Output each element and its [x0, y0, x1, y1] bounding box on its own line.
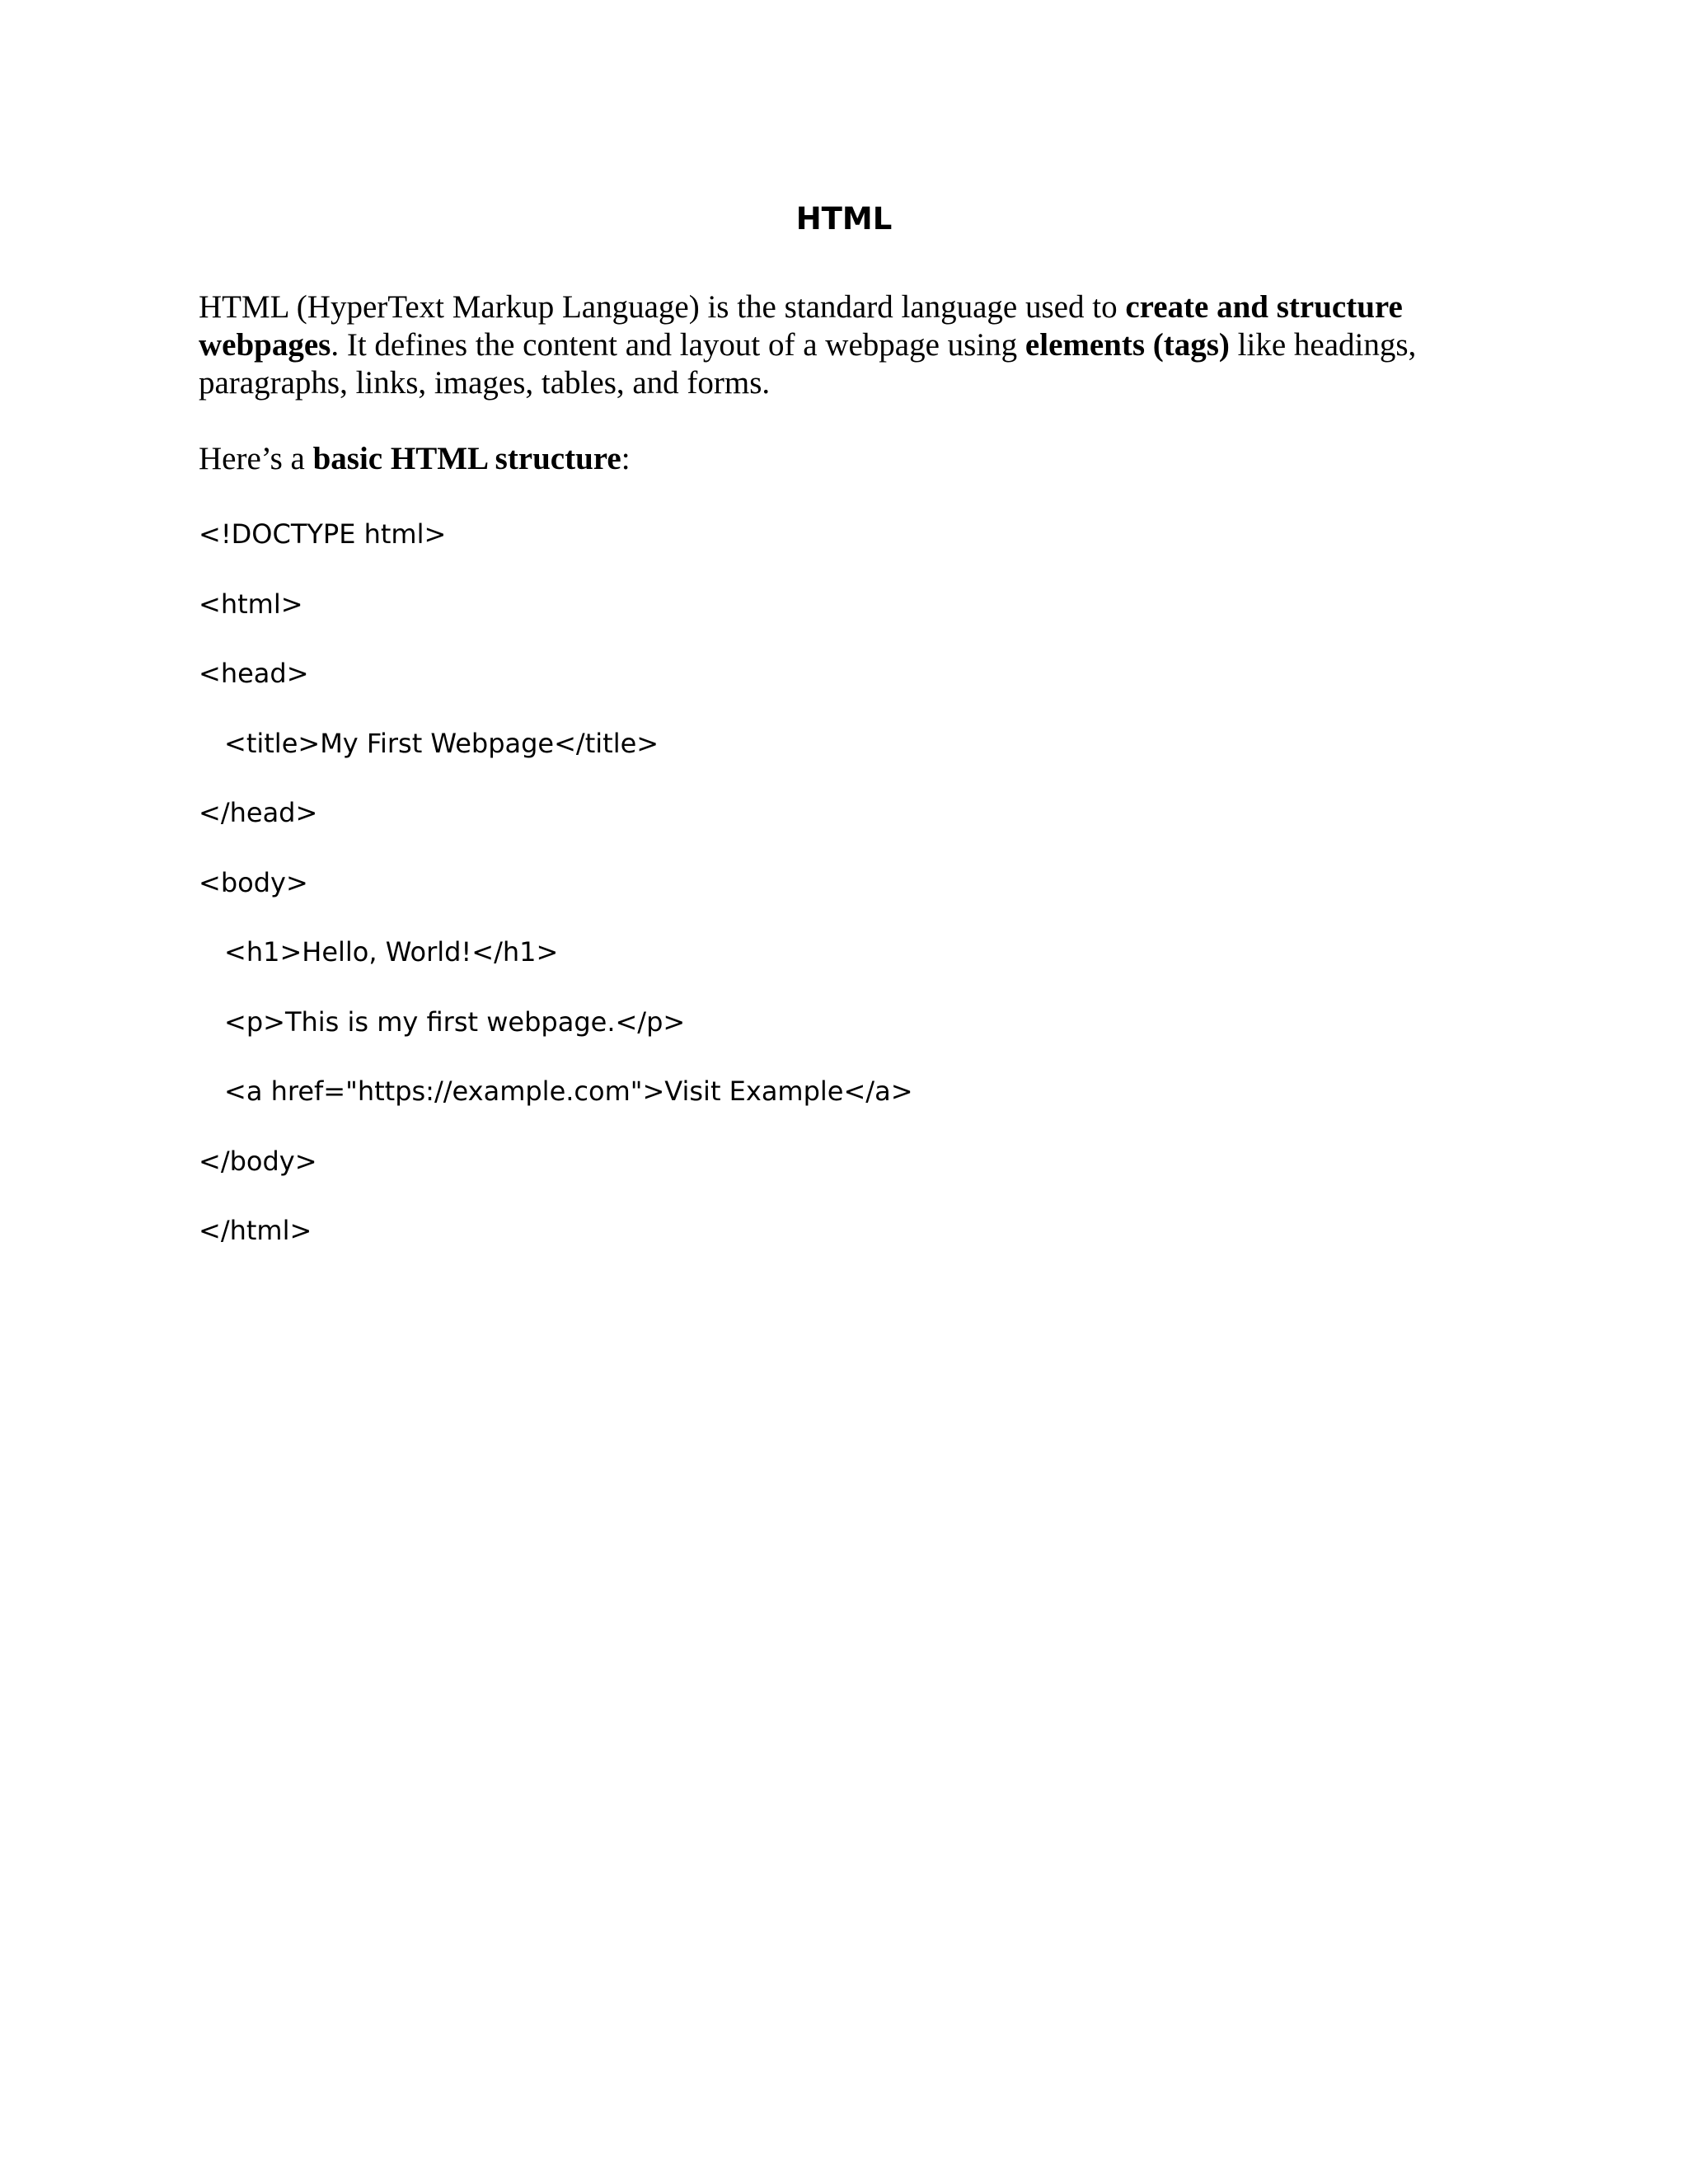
- intro-text: . It defines the content and layout of a webpage using: [331, 327, 1025, 363]
- intro-text: like headings,: [1229, 327, 1417, 363]
- code-line-body-close: </body>: [199, 1146, 317, 1177]
- lead-text: :: [621, 441, 631, 476]
- code-line-head-close: </head>: [199, 797, 318, 828]
- intro-bold-phrase: create and structure: [1125, 289, 1403, 325]
- code-line-head-open: <head>: [199, 658, 309, 689]
- intro-bold-phrase: webpages: [199, 327, 331, 363]
- code-line-paragraph: <p>This is my first webpage.</p>: [224, 1006, 686, 1038]
- code-line-html-close: </html>: [199, 1215, 312, 1246]
- lead-bold-phrase: basic HTML structure: [312, 441, 621, 476]
- intro-text: paragraphs, links, images, tables, and forms.: [199, 365, 771, 401]
- intro-line-1: [199, 288, 1501, 326]
- structure-lead-paragraph: [199, 440, 631, 478]
- code-line-title: <title>My First Webpage</title>: [224, 728, 659, 759]
- code-line-h1: <h1>Hello, World!</h1>: [224, 936, 559, 968]
- intro-paragraph: [199, 288, 1501, 402]
- document-title: HTML: [795, 201, 893, 237]
- code-line-html-open: <html>: [199, 588, 303, 620]
- intro-bold-phrase: elements (tags): [1025, 327, 1230, 363]
- lead-text: Here’s a: [199, 441, 313, 476]
- code-line-anchor: <a href="https://example.com">Visit Example</a>: [224, 1076, 913, 1107]
- code-line-doctype: <!DOCTYPE html>: [199, 518, 447, 550]
- intro-text: HTML (HyperText Markup Language) is the standard language used to: [199, 289, 1126, 325]
- code-line-body-open: <body>: [199, 867, 308, 898]
- intro-line-3: [199, 364, 1501, 402]
- intro-line-2: [199, 326, 1501, 364]
